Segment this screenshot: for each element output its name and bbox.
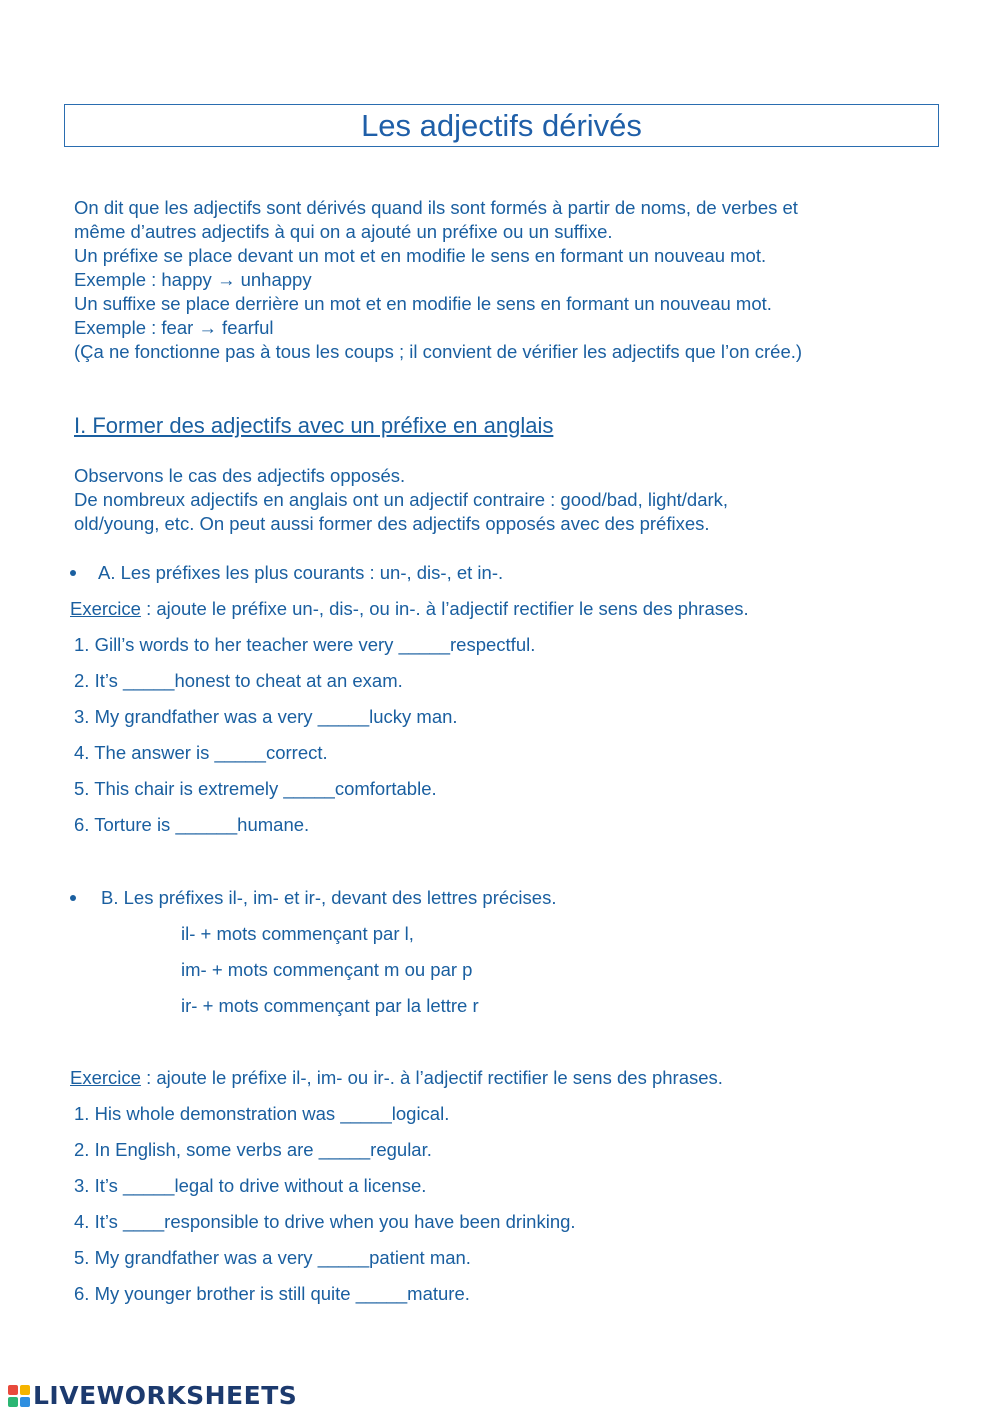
bullet-icon xyxy=(70,895,76,901)
intro-line: (Ça ne fonctionne pas à tous les coups ; il convient de vérifier les adjectifs que l’on crée.) xyxy=(74,341,803,362)
exercise-instruction-b xyxy=(70,1067,723,1089)
section-heading: I. Former des adjectifs avec un préfixe en anglais xyxy=(74,413,554,438)
page-title: Les adjectifs dérivés xyxy=(64,104,939,147)
exercise-instruction-a xyxy=(70,598,749,620)
question-a6: 6. Torture is ______humane. xyxy=(74,814,310,835)
logo-square xyxy=(20,1397,30,1407)
question-a5: 5. This chair is extremely _____comfortable. xyxy=(74,778,437,799)
section-paragraph-line: old/young, etc. On peut aussi former des adjectifs opposés avec des préfixes. xyxy=(74,513,710,534)
logo-square xyxy=(20,1385,30,1395)
intro-line: Exemple : happy → unhappy xyxy=(74,269,312,290)
bullet-part-b xyxy=(70,887,556,909)
intro-line: On dit que les adjectifs sont dérivés quand ils sont formés à partir de noms, de verbes et xyxy=(74,197,798,218)
question-a2: 2. It’s _____honest to cheat at an exam. xyxy=(74,670,403,691)
section-paragraph-line: De nombreux adjectifs en anglais ont un adjectif contraire : good/bad, light/dark, xyxy=(74,489,729,510)
question-b6: 6. My younger brother is still quite _____mature. xyxy=(74,1283,470,1304)
bullet-icon xyxy=(70,570,76,576)
question-b5: 5. My grandfather was a very _____patient man. xyxy=(74,1247,471,1268)
intro-line: Un préfixe se place devant un mot et en modifie le sens en formant un nouveau mot. xyxy=(74,245,767,266)
question-a3: 3. My grandfather was a very _____lucky man. xyxy=(74,706,458,727)
question-a4: 4. The answer is _____correct. xyxy=(74,742,328,763)
question-b3: 3. It’s _____legal to drive without a license. xyxy=(74,1175,427,1196)
logo-square xyxy=(8,1385,18,1395)
exercise-text: : ajoute le préfixe un-, dis-, ou in-. à l’adjectif rectifier le sens des phrases. xyxy=(140,598,749,619)
intro-line: Exemple : fear → fearful xyxy=(74,317,274,338)
bullet-text: B. Les préfixes il-, im- et ir-, devant des lettres précises. xyxy=(101,887,557,908)
exercise-label: Exercice xyxy=(70,598,141,619)
bullet-part-a xyxy=(70,562,503,584)
question-b2: 2. In English, some verbs are _____regular. xyxy=(74,1139,432,1160)
prefix-rule: il- + mots commençant par l, xyxy=(181,923,414,944)
question-b4: 4. It’s ____responsible to drive when you have been drinking. xyxy=(74,1211,576,1232)
prefix-rule: im- + mots commençant m ou par p xyxy=(181,959,473,980)
logo-grid-icon xyxy=(8,1385,30,1407)
exercise-label: Exercice xyxy=(70,1067,141,1088)
question-b1: 1. His whole demonstration was _____logical. xyxy=(74,1103,450,1124)
section-paragraph-line: Observons le cas des adjectifs opposés. xyxy=(74,465,406,486)
intro-line: même d’autres adjectifs à qui on a ajouté un préfixe ou un suffixe. xyxy=(74,221,613,242)
logo-text: LIVEWORKSHEETS xyxy=(33,1381,298,1410)
logo-square xyxy=(8,1397,18,1407)
intro-line: Un suffixe se place derrière un mot et en modifie le sens en formant un nouveau mot. xyxy=(74,293,772,314)
prefix-rule: ir- + mots commençant par la lettre r xyxy=(181,995,479,1016)
exercise-text: : ajoute le préfixe il-, im- ou ir-. à l’adjectif rectifier le sens des phrases. xyxy=(140,1067,723,1088)
question-a1: 1. Gill’s words to her teacher were very _____respectful. xyxy=(74,634,536,655)
liveworksheets-logo xyxy=(8,1381,297,1410)
bullet-text: A. Les préfixes les plus courants : un-, dis-, et in-. xyxy=(98,562,504,583)
